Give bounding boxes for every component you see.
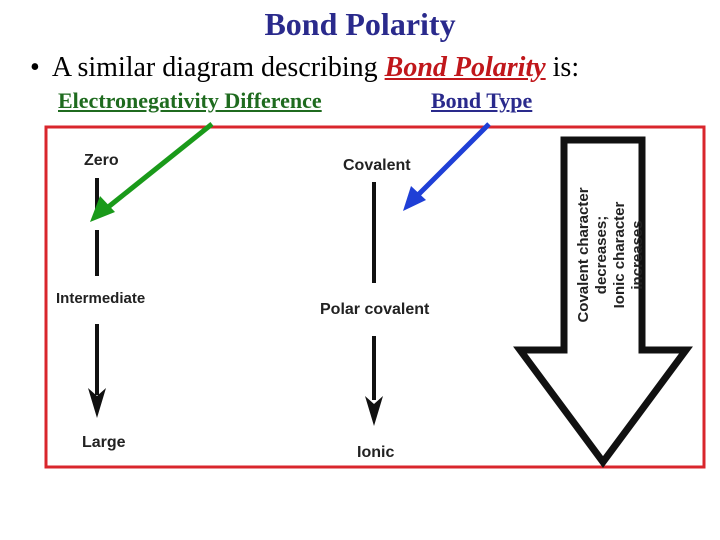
middle-arrowhead [365, 396, 383, 426]
big-arrow-line-4: increases [629, 220, 646, 290]
middle-scale-covalent: Covalent [343, 157, 411, 174]
bullet-text-before: A similar diagram describing [51, 52, 385, 83]
left-scale-intermediate: Intermediate [56, 290, 146, 307]
big-down-arrow [520, 140, 686, 462]
middle-scale-polar-covalent: Polar covalent [320, 301, 430, 318]
green-arrowhead-icon [90, 196, 115, 222]
slide-title: Bond Polarity [264, 6, 456, 42]
blue-pointer-line [414, 124, 489, 199]
middle-scale-ionic: Ionic [357, 444, 395, 461]
left-scale-large: Large [82, 434, 126, 451]
big-arrow-line-1: Covalent character [575, 187, 592, 323]
left-scale-zero: Zero [84, 152, 119, 169]
bullet-symbol: • [30, 52, 40, 83]
big-arrow-line-3: Ionic character [611, 201, 628, 309]
right-column-header: Bond Type [431, 88, 533, 113]
big-arrow-line-2: decreases; [593, 215, 610, 295]
bullet-text-after: is: [545, 52, 580, 83]
bullet-highlight: Bond Polarity [384, 52, 546, 83]
left-column-header: Electronegativity Difference [58, 88, 322, 113]
